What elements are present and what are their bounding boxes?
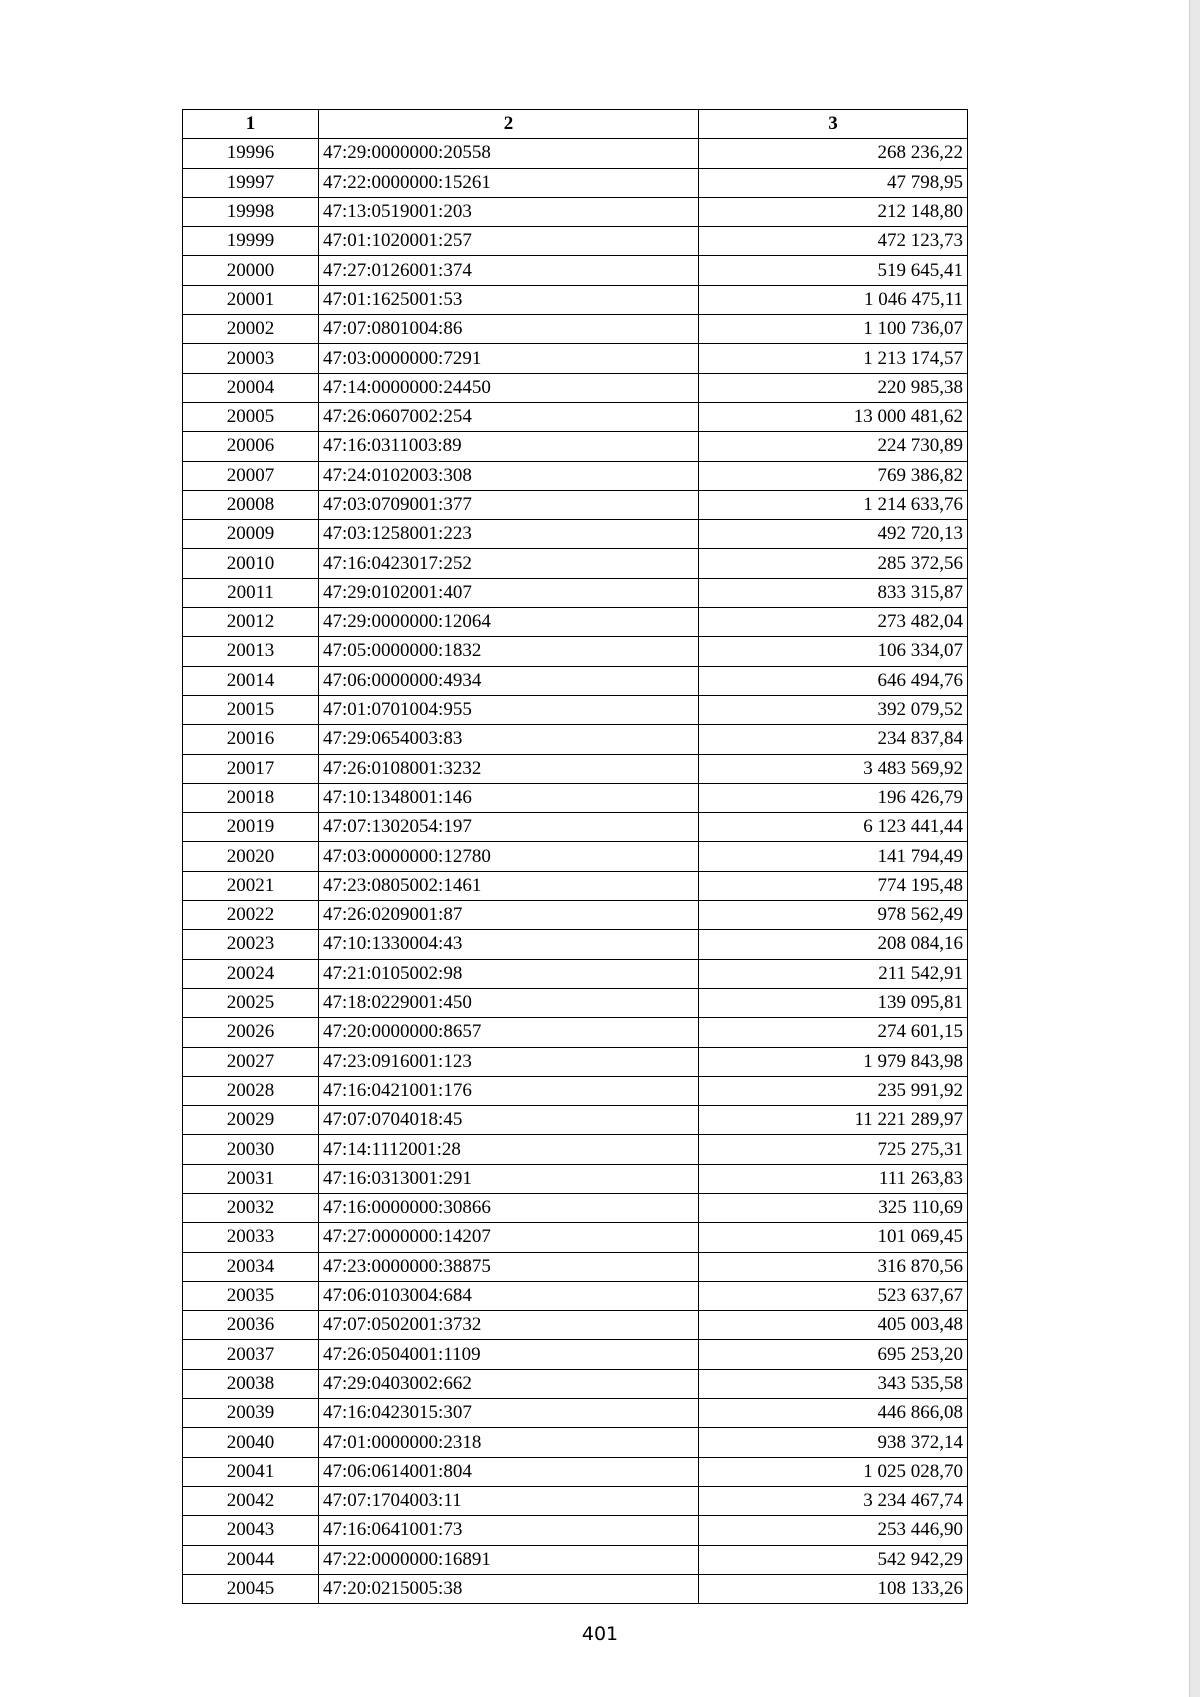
table-row (183, 608, 968, 637)
value-cell: 725 275,31 (699, 1135, 968, 1164)
value-cell: 141 794,49 (699, 842, 968, 871)
value-cell: 1 046 475,11 (699, 285, 968, 314)
table-row (183, 725, 968, 754)
cadastral-number-cell: 47:22:0000000:15261 (319, 168, 699, 197)
cadastral-number-cell: 47:23:0805002:1461 (319, 871, 699, 900)
table-row (183, 578, 968, 607)
table-row (183, 1457, 968, 1486)
column-header-3: 3 (699, 110, 968, 139)
row-number-cell: 20044 (183, 1545, 319, 1574)
row-number-cell: 20040 (183, 1428, 319, 1457)
row-number-cell: 20014 (183, 666, 319, 695)
value-cell: 268 236,22 (699, 139, 968, 168)
cadastral-number-cell: 47:13:0519001:203 (319, 197, 699, 226)
cadastral-number-cell: 47:03:0000000:7291 (319, 344, 699, 373)
row-number-cell: 20018 (183, 783, 319, 812)
row-number-cell: 20035 (183, 1281, 319, 1310)
row-number-cell: 20032 (183, 1193, 319, 1222)
row-number-cell: 20000 (183, 256, 319, 285)
cadastral-number-cell: 47:14:0000000:24450 (319, 373, 699, 402)
cadastral-number-cell: 47:16:0423017:252 (319, 549, 699, 578)
row-number-cell: 20003 (183, 344, 319, 373)
value-cell: 212 148,80 (699, 197, 968, 226)
column-header-1: 1 (183, 110, 319, 139)
table-row (183, 1018, 968, 1047)
table-row (183, 402, 968, 431)
value-cell: 1 213 174,57 (699, 344, 968, 373)
row-number-cell: 20016 (183, 725, 319, 754)
table-row (183, 1223, 968, 1252)
row-number-cell: 20010 (183, 549, 319, 578)
cadastral-number-cell: 47:06:0000000:4934 (319, 666, 699, 695)
table-row (183, 1369, 968, 1398)
cadastral-number-cell: 47:27:0126001:374 (319, 256, 699, 285)
table-row (183, 1428, 968, 1457)
row-number-cell: 20013 (183, 637, 319, 666)
table-row (183, 1164, 968, 1193)
row-number-cell: 20030 (183, 1135, 319, 1164)
cadastral-number-cell: 47:26:0607002:254 (319, 402, 699, 431)
table-row (183, 1076, 968, 1105)
value-cell: 220 985,38 (699, 373, 968, 402)
row-number-cell: 20034 (183, 1252, 319, 1281)
row-number-cell: 20021 (183, 871, 319, 900)
cadastral-number-cell: 47:16:0000000:30866 (319, 1193, 699, 1222)
table-row (183, 754, 968, 783)
table-row (183, 373, 968, 402)
table-row (183, 549, 968, 578)
row-number-cell: 20007 (183, 461, 319, 490)
value-cell: 211 542,91 (699, 959, 968, 988)
row-number-cell: 20004 (183, 373, 319, 402)
value-cell: 3 234 467,74 (699, 1486, 968, 1515)
cadastral-number-cell: 47:29:0403002:662 (319, 1369, 699, 1398)
cadastral-number-cell: 47:22:0000000:16891 (319, 1545, 699, 1574)
value-cell: 472 123,73 (699, 227, 968, 256)
table-row (183, 1486, 968, 1515)
cadastral-number-cell: 47:23:0000000:38875 (319, 1252, 699, 1281)
row-number-cell: 20015 (183, 695, 319, 724)
cadastral-number-cell: 47:26:0209001:87 (319, 901, 699, 930)
column-header-2: 2 (319, 110, 699, 139)
table-row (183, 461, 968, 490)
cadastral-number-cell: 47:07:0502001:3732 (319, 1311, 699, 1340)
row-number-cell: 20006 (183, 432, 319, 461)
value-cell: 646 494,76 (699, 666, 968, 695)
cadastral-number-cell: 47:06:0614001:804 (319, 1457, 699, 1486)
value-cell: 1 100 736,07 (699, 315, 968, 344)
value-cell: 235 991,92 (699, 1076, 968, 1105)
cadastral-number-cell: 47:29:0654003:83 (319, 725, 699, 754)
row-number-cell: 20009 (183, 520, 319, 549)
table-row (183, 1340, 968, 1369)
cadastral-number-cell: 47:29:0102001:407 (319, 578, 699, 607)
table-row (183, 227, 968, 256)
value-cell: 111 263,83 (699, 1164, 968, 1193)
cadastral-number-cell: 47:03:0709001:377 (319, 490, 699, 519)
value-cell: 392 079,52 (699, 695, 968, 724)
row-number-cell: 20022 (183, 901, 319, 930)
value-cell: 101 069,45 (699, 1223, 968, 1252)
cadastral-number-cell: 47:29:0000000:12064 (319, 608, 699, 637)
value-cell: 978 562,49 (699, 901, 968, 930)
table-row (183, 930, 968, 959)
value-cell: 405 003,48 (699, 1311, 968, 1340)
row-number-cell: 20008 (183, 490, 319, 519)
table-row (183, 344, 968, 373)
cadastral-number-cell: 47:10:1330004:43 (319, 930, 699, 959)
row-number-cell: 20025 (183, 988, 319, 1017)
cadastral-number-cell: 47:26:0108001:3232 (319, 754, 699, 783)
row-number-cell: 20041 (183, 1457, 319, 1486)
table-row (183, 1399, 968, 1428)
value-cell: 234 837,84 (699, 725, 968, 754)
cadastral-number-cell: 47:16:0313001:291 (319, 1164, 699, 1193)
cadastral-number-cell: 47:01:0000000:2318 (319, 1428, 699, 1457)
cadastral-number-cell: 47:06:0103004:684 (319, 1281, 699, 1310)
cadastral-number-cell: 47:07:0801004:86 (319, 315, 699, 344)
cadastral-number-cell: 47:01:0701004:955 (319, 695, 699, 724)
row-number-cell: 20005 (183, 402, 319, 431)
value-cell: 695 253,20 (699, 1340, 968, 1369)
table-row (183, 783, 968, 812)
table-row (183, 695, 968, 724)
cadastral-number-cell: 47:26:0504001:1109 (319, 1340, 699, 1369)
cadastral-number-cell: 47:16:0421001:176 (319, 1076, 699, 1105)
value-cell: 274 601,15 (699, 1018, 968, 1047)
cadastral-number-cell: 47:23:0916001:123 (319, 1047, 699, 1076)
table-row (183, 139, 968, 168)
cadastral-number-cell: 47:29:0000000:20558 (319, 139, 699, 168)
value-cell: 196 426,79 (699, 783, 968, 812)
table-row (183, 168, 968, 197)
value-cell: 106 334,07 (699, 637, 968, 666)
value-cell: 446 866,08 (699, 1399, 968, 1428)
cadastral-number-cell: 47:21:0105002:98 (319, 959, 699, 988)
table-row (183, 285, 968, 314)
row-number-cell: 20020 (183, 842, 319, 871)
value-cell: 108 133,26 (699, 1574, 968, 1603)
table-row (183, 1047, 968, 1076)
table-row (183, 1311, 968, 1340)
row-number-cell: 20012 (183, 608, 319, 637)
table-row (183, 959, 968, 988)
table-row (183, 1135, 968, 1164)
cadastral-number-cell: 47:16:0311003:89 (319, 432, 699, 461)
row-number-cell: 20028 (183, 1076, 319, 1105)
table-row (183, 197, 968, 226)
table-row (183, 842, 968, 871)
value-cell: 1 979 843,98 (699, 1047, 968, 1076)
value-cell: 523 637,67 (699, 1281, 968, 1310)
table-row (183, 1106, 968, 1135)
row-number-cell: 20036 (183, 1311, 319, 1340)
page-number: 401 (581, 1623, 619, 1645)
row-number-cell: 20031 (183, 1164, 319, 1193)
cadastral-number-cell: 47:01:1020001:257 (319, 227, 699, 256)
value-cell: 13 000 481,62 (699, 402, 968, 431)
value-cell: 11 221 289,97 (699, 1106, 968, 1135)
table-row (183, 1545, 968, 1574)
table-row (183, 315, 968, 344)
table-row (183, 901, 968, 930)
row-number-cell: 20001 (183, 285, 319, 314)
cadastral-number-cell: 47:27:0000000:14207 (319, 1223, 699, 1252)
table-row (183, 490, 968, 519)
row-number-cell: 20038 (183, 1369, 319, 1398)
cadastral-number-cell: 47:16:0641001:73 (319, 1516, 699, 1545)
cadastral-number-cell: 47:07:1704003:11 (319, 1486, 699, 1515)
row-number-cell: 20024 (183, 959, 319, 988)
value-cell: 343 535,58 (699, 1369, 968, 1398)
value-cell: 253 446,90 (699, 1516, 968, 1545)
value-cell: 492 720,13 (699, 520, 968, 549)
value-cell: 139 095,81 (699, 988, 968, 1017)
row-number-cell: 20033 (183, 1223, 319, 1252)
cadastral-number-cell: 47:03:1258001:223 (319, 520, 699, 549)
cadastral-number-cell: 47:05:0000000:1832 (319, 637, 699, 666)
row-number-cell: 20045 (183, 1574, 319, 1603)
row-number-cell: 20019 (183, 813, 319, 842)
value-cell: 833 315,87 (699, 578, 968, 607)
value-cell: 1 025 028,70 (699, 1457, 968, 1486)
value-cell: 3 483 569,92 (699, 754, 968, 783)
page-edge (1189, 0, 1200, 1697)
table-row (183, 1193, 968, 1222)
value-cell: 316 870,56 (699, 1252, 968, 1281)
cadastral-number-cell: 47:10:1348001:146 (319, 783, 699, 812)
row-number-cell: 19996 (183, 139, 319, 168)
cadastral-number-cell: 47:01:1625001:53 (319, 285, 699, 314)
row-number-cell: 20017 (183, 754, 319, 783)
value-cell: 208 084,16 (699, 930, 968, 959)
cadastral-number-cell: 47:20:0000000:8657 (319, 1018, 699, 1047)
table-header-row (183, 110, 968, 139)
table-row (183, 871, 968, 900)
cadastral-number-cell: 47:14:1112001:28 (319, 1135, 699, 1164)
value-cell: 285 372,56 (699, 549, 968, 578)
value-cell: 519 645,41 (699, 256, 968, 285)
row-number-cell: 20027 (183, 1047, 319, 1076)
row-number-cell: 20039 (183, 1399, 319, 1428)
value-cell: 938 372,14 (699, 1428, 968, 1457)
value-cell: 273 482,04 (699, 608, 968, 637)
row-number-cell: 20023 (183, 930, 319, 959)
row-number-cell: 20029 (183, 1106, 319, 1135)
value-cell: 542 942,29 (699, 1545, 968, 1574)
row-number-cell: 19998 (183, 197, 319, 226)
value-cell: 47 798,95 (699, 168, 968, 197)
table-body (183, 139, 968, 1604)
cadastral-number-cell: 47:07:1302054:197 (319, 813, 699, 842)
row-number-cell: 19999 (183, 227, 319, 256)
row-number-cell: 20011 (183, 578, 319, 607)
cadastral-number-cell: 47:24:0102003:308 (319, 461, 699, 490)
table-row (183, 1252, 968, 1281)
row-number-cell: 19997 (183, 168, 319, 197)
table-row (183, 256, 968, 285)
table-row (183, 637, 968, 666)
cadastral-number-cell: 47:20:0215005:38 (319, 1574, 699, 1603)
table-row (183, 813, 968, 842)
cadastral-number-cell: 47:18:0229001:450 (319, 988, 699, 1017)
value-cell: 325 110,69 (699, 1193, 968, 1222)
value-cell: 1 214 633,76 (699, 490, 968, 519)
value-cell: 6 123 441,44 (699, 813, 968, 842)
table-row (183, 1574, 968, 1603)
row-number-cell: 20026 (183, 1018, 319, 1047)
table-row (183, 988, 968, 1017)
value-cell: 769 386,82 (699, 461, 968, 490)
cadastral-number-cell: 47:07:0704018:45 (319, 1106, 699, 1135)
table-row (183, 1516, 968, 1545)
table-row (183, 1281, 968, 1310)
data-table (182, 109, 968, 1604)
value-cell: 224 730,89 (699, 432, 968, 461)
cadastral-number-cell: 47:16:0423015:307 (319, 1399, 699, 1428)
cadastral-number-cell: 47:03:0000000:12780 (319, 842, 699, 871)
table-row (183, 520, 968, 549)
row-number-cell: 20043 (183, 1516, 319, 1545)
row-number-cell: 20042 (183, 1486, 319, 1515)
table-row (183, 666, 968, 695)
table-row (183, 432, 968, 461)
value-cell: 774 195,48 (699, 871, 968, 900)
row-number-cell: 20037 (183, 1340, 319, 1369)
row-number-cell: 20002 (183, 315, 319, 344)
